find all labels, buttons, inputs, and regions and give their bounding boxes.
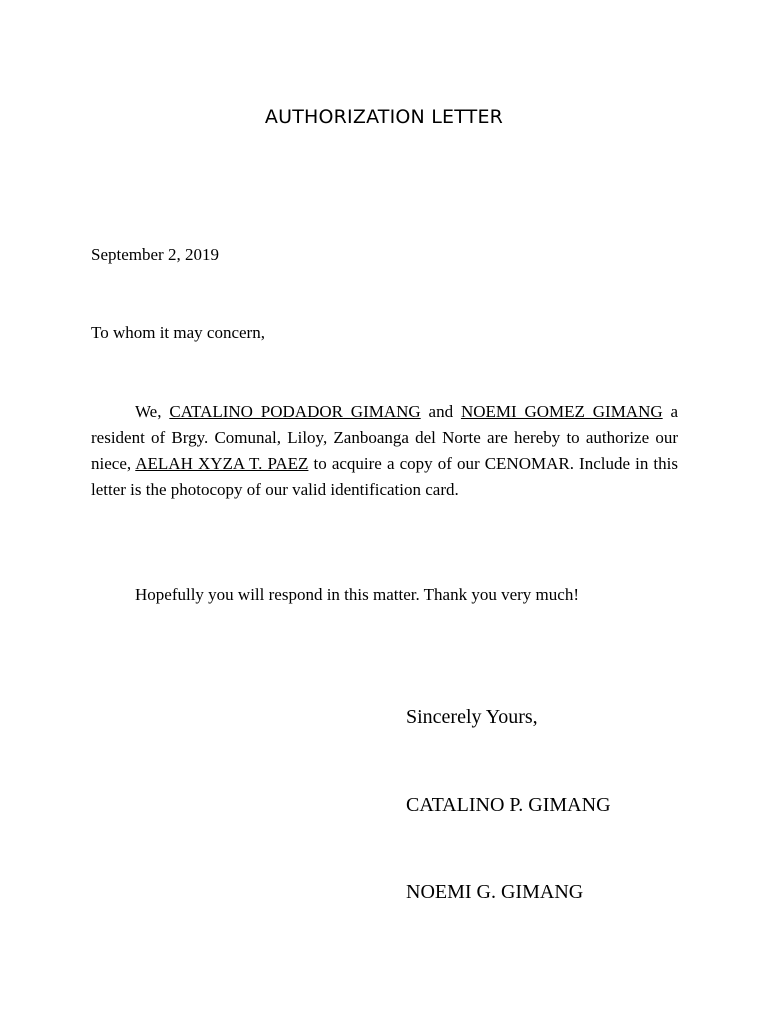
signatory-name-2: NOEMI G. GIMANG xyxy=(406,881,584,903)
document-title: AUTHORIZATION LETTER xyxy=(264,106,504,128)
letter-date: September 2, 2019 xyxy=(91,245,219,264)
signatory-name-1: CATALINO P. GIMANG xyxy=(406,794,611,816)
body-and: and xyxy=(428,402,454,421)
body-paragraph xyxy=(91,399,678,503)
closing-paragraph: Hopefully you will respond in this matter. Thank you very much! xyxy=(135,585,579,604)
signature-closing: Sincerely Yours, xyxy=(406,706,538,728)
authorizer-name-2: NOEMI GOMEZ GIMANG xyxy=(460,402,663,421)
body-text-2: to acquire a copy of our CENOMAR. Include in this letter is the photocopy of our valid identification card. xyxy=(91,454,678,499)
authorizer-name-1: CATALINO PODADOR GIMANG xyxy=(169,402,421,421)
authorized-person-name: AELAH XYZA T. PAEZ xyxy=(135,454,309,473)
body-we: We, xyxy=(135,402,162,421)
body-text-1: a resident of Brgy. Comunal, Liloy, Zanboanga del Norte are hereby to authorize our niece, xyxy=(91,402,679,473)
salutation: To whom it may concern, xyxy=(91,323,265,342)
